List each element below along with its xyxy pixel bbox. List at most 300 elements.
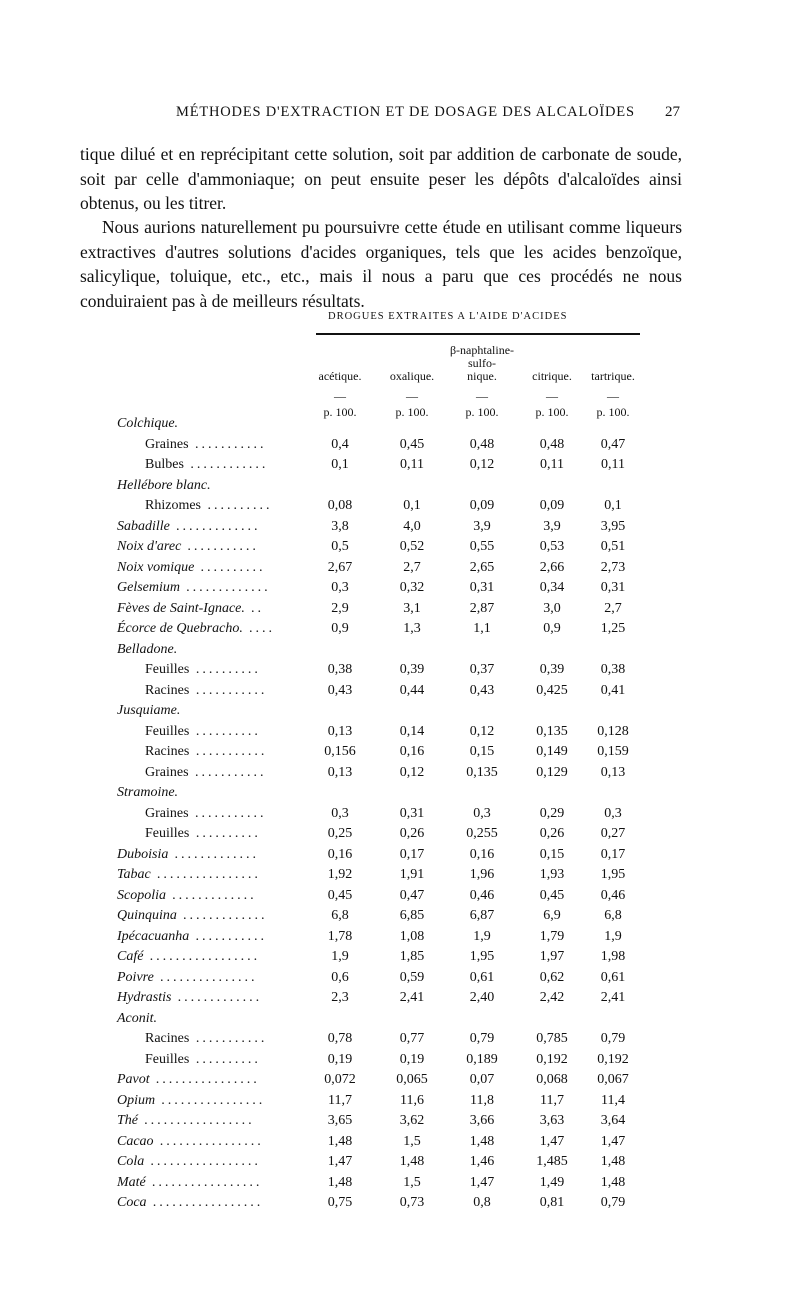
column-unit: p. 100. <box>395 405 429 419</box>
column-header-line: acétique. <box>318 369 362 383</box>
row-label: Colchique. <box>117 416 179 431</box>
row-label: Bulbes ............ <box>145 457 269 472</box>
table-cell: 0,11 <box>601 457 625 472</box>
table-cell: 0,13 <box>327 764 353 780</box>
table-cell: 1,85 <box>399 949 425 964</box>
table-cell: 0,73 <box>399 1195 425 1210</box>
table-cell: 0,5 <box>331 539 349 554</box>
table-cell: 0,31 <box>600 580 626 595</box>
table-cell: 1,96 <box>469 867 495 882</box>
table-cell: 1,08 <box>399 928 425 944</box>
table-cell: 0,1 <box>403 498 421 513</box>
table-row <box>0 1031 800 1052</box>
leader-dots: ............. <box>176 908 268 923</box>
table-cell: 2,67 <box>327 559 353 575</box>
table-cell: 2,3 <box>331 990 349 1005</box>
table-cell: 0,156 <box>324 744 356 759</box>
table-cell: 6,85 <box>399 908 425 923</box>
table-cell: 0,3 <box>473 805 491 821</box>
table-cell: 0,62 <box>539 969 565 985</box>
table-cell: 2,7 <box>403 559 421 575</box>
leader-dots: ................. <box>143 949 261 964</box>
table-cell: 0,38 <box>600 662 626 677</box>
column-dash: — <box>607 389 619 403</box>
table-cell: 0,41 <box>600 682 626 698</box>
table-cell: 0,59 <box>399 969 425 985</box>
table-cell: 0,27 <box>600 826 626 841</box>
table-row <box>0 498 800 519</box>
table-row <box>0 1154 800 1175</box>
row-label: Quinquina ............. <box>117 908 268 923</box>
table-cell: 2,7 <box>604 600 622 616</box>
table-cell: 0,135 <box>536 723 568 739</box>
table-cell: 0,9 <box>331 621 349 636</box>
column-unit: p. 100. <box>596 405 630 419</box>
table-row <box>0 1072 800 1093</box>
row-label: Racines ........... <box>145 744 268 759</box>
table-cell: 1,48 <box>600 1174 626 1190</box>
table-cell: 1,5 <box>403 1174 421 1190</box>
table-cell: 1,48 <box>327 1133 353 1149</box>
leader-dots: ........... <box>181 539 260 554</box>
table-row <box>0 621 800 642</box>
table-cell: 11,7 <box>328 1092 352 1108</box>
row-label: Pavot ................ <box>117 1072 261 1087</box>
table-cell: 0,39 <box>399 662 425 677</box>
table-cell: 1,48 <box>399 1154 425 1169</box>
table-row <box>0 847 800 868</box>
table-title: DROGUES EXTRAITES A L'AIDE D'ACIDES <box>328 311 568 322</box>
table-row <box>0 785 800 806</box>
column-dash: — <box>546 389 558 403</box>
table-cell: 0,14 <box>399 723 425 739</box>
table-row <box>0 970 800 991</box>
table-cell: 0,29 <box>539 805 565 821</box>
table-cell: 6,9 <box>543 908 561 923</box>
table-row <box>0 990 800 1011</box>
leader-dots: .......... <box>194 559 266 575</box>
table-row <box>0 949 800 970</box>
table-row <box>0 662 800 683</box>
table-cell: 1,47 <box>327 1154 353 1169</box>
table-cell: 11,8 <box>470 1092 494 1108</box>
row-label: Belladone. <box>117 641 178 657</box>
table-cell: 1,91 <box>399 867 425 882</box>
column-header <box>573 370 653 383</box>
table-cell: 0,07 <box>469 1072 495 1087</box>
table-cell: 0,26 <box>399 826 425 841</box>
table-cell: 4,0 <box>403 518 421 534</box>
table-row <box>0 457 800 478</box>
table-cell: 3,62 <box>399 1113 425 1128</box>
table-cell: 2,87 <box>469 600 495 616</box>
table-cell: 3,9 <box>473 518 491 534</box>
table-cell: 1,48 <box>327 1174 353 1190</box>
table-cell: 0,79 <box>469 1031 495 1046</box>
table-cell: 3,0 <box>543 600 561 616</box>
table-cell: 0,065 <box>396 1072 428 1087</box>
table-row <box>0 867 800 888</box>
table-cell: 1,5 <box>403 1133 421 1149</box>
leader-dots: ............ <box>183 457 269 472</box>
row-label: Feuilles .......... <box>145 826 261 841</box>
table-cell: 0,255 <box>466 826 498 841</box>
table-cell: 1,95 <box>469 949 495 964</box>
column-unit: p. 100. <box>465 405 499 419</box>
page-number: 27 <box>665 104 680 120</box>
table-cell: 0,067 <box>597 1072 629 1087</box>
leader-dots: ................ <box>149 1072 261 1087</box>
table-cell: 0,135 <box>466 764 498 780</box>
column-header <box>442 344 522 383</box>
row-label: Feuilles .......... <box>145 723 261 739</box>
table-cell: 0,45 <box>327 887 353 903</box>
table-cell: 0,25 <box>327 826 353 841</box>
row-label: Rhizomes .......... <box>145 498 273 513</box>
table-row <box>0 929 800 950</box>
row-label: Duboisia ............. <box>117 846 260 862</box>
table-row <box>0 683 800 704</box>
row-label: Sabadille ............. <box>117 518 261 534</box>
table-cell: 2,42 <box>539 990 565 1005</box>
leader-dots: ................ <box>153 1133 265 1149</box>
leader-dots: ............. <box>169 518 261 534</box>
table-row <box>0 437 800 458</box>
table-cell: 1,48 <box>600 1154 626 1169</box>
table-cell: 0,16 <box>327 846 353 862</box>
leader-dots: ........... <box>189 928 268 944</box>
table-row <box>0 1134 800 1155</box>
leader-dots: .......... <box>189 662 261 677</box>
table-row <box>0 1195 800 1216</box>
row-label: Graines ........... <box>145 805 267 821</box>
column-header <box>300 370 380 383</box>
table-cell: 2,41 <box>600 990 626 1005</box>
table-cell: 2,65 <box>469 559 495 575</box>
table-cell: 1,92 <box>327 867 353 882</box>
table-cell: 0,13 <box>327 723 353 739</box>
column-header <box>372 370 452 383</box>
leader-dots: ............. <box>166 887 257 903</box>
table-cell: 0,11 <box>540 457 564 472</box>
table-cell: 0,3 <box>331 805 349 821</box>
table-cell: 0,38 <box>327 662 353 677</box>
row-label: Maté ................. <box>117 1174 263 1190</box>
table-row <box>0 539 800 560</box>
table-cell: 0,09 <box>539 498 565 513</box>
table-cell: 0,32 <box>399 580 425 595</box>
row-label: Scopolia ............. <box>117 887 257 903</box>
table-cell: 0,44 <box>399 682 425 698</box>
table-cell: 2,66 <box>539 559 565 575</box>
table-row <box>0 1093 800 1114</box>
column-header-line: sulfo- <box>468 356 496 370</box>
table-cell: 0,79 <box>600 1031 626 1046</box>
table-cell: 0,15 <box>539 846 565 862</box>
table-cell: 0,1 <box>604 498 622 513</box>
row-label: Noix d'arec ........... <box>117 539 260 554</box>
table-row <box>0 1011 800 1032</box>
table-cell: 0,48 <box>539 436 565 452</box>
table-row <box>0 478 800 499</box>
table-cell: 0,425 <box>536 682 568 698</box>
table-cell: 0,37 <box>469 662 495 677</box>
table-cell: 1,48 <box>469 1133 495 1149</box>
table-row <box>0 1052 800 1073</box>
row-label: Racines ........... <box>145 1031 268 1046</box>
leader-dots: ................ <box>150 867 262 882</box>
table-cell: 1,93 <box>539 867 565 882</box>
table-cell: 1,49 <box>539 1174 565 1190</box>
table-cell: 0,39 <box>539 662 565 677</box>
table-cell: 0,068 <box>536 1072 568 1087</box>
column-dash: — <box>334 389 346 403</box>
table-cell: 3,9 <box>543 518 561 534</box>
row-label: Cacao ................ <box>117 1133 265 1149</box>
table-cell: 0,34 <box>539 580 565 595</box>
table-cell: 3,66 <box>469 1113 495 1128</box>
table-cell: 1,46 <box>469 1154 495 1169</box>
table-cell: 6,8 <box>331 908 349 923</box>
leader-dots: ........... <box>189 682 268 698</box>
table-cell: 0,45 <box>399 436 425 452</box>
row-label: Coca ................. <box>117 1195 264 1210</box>
leader-dots: ........... <box>188 805 267 821</box>
row-label: Jusquiame. <box>117 703 181 718</box>
table-cell: 0,43 <box>327 682 353 698</box>
table-cell: 1,47 <box>539 1133 565 1149</box>
table-cell: 0,17 <box>399 846 425 862</box>
leader-dots: .... <box>242 621 276 636</box>
column-dash: — <box>476 389 488 403</box>
leader-dots: ........... <box>189 1031 268 1046</box>
table-cell: 0,129 <box>536 764 568 780</box>
table-row <box>0 560 800 581</box>
table-cell: 0,13 <box>600 764 626 780</box>
table-cell: 0,3 <box>604 805 622 821</box>
table-cell: 0,46 <box>600 887 626 903</box>
table-cell: 11,7 <box>540 1092 564 1108</box>
table-cell: 0,19 <box>399 1051 425 1067</box>
leader-dots: ................. <box>145 1174 263 1190</box>
table-cell: 1,98 <box>600 949 626 964</box>
table-cell: 0,9 <box>543 621 561 636</box>
row-label: Stramoine. <box>117 785 179 800</box>
table-cell: 1,95 <box>600 867 626 882</box>
table-row <box>0 744 800 765</box>
table-cell: 0,53 <box>539 539 565 554</box>
row-label: Tabac ................ <box>117 867 262 882</box>
table-cell: 3,65 <box>327 1113 353 1128</box>
table-cell: 2,41 <box>399 990 425 1005</box>
table-row <box>0 416 800 437</box>
table-cell: 0,192 <box>536 1051 568 1067</box>
column-header-line: β-naphtaline- <box>449 343 515 357</box>
table-cell: 3,95 <box>600 518 626 534</box>
table-cell: 0,31 <box>469 580 495 595</box>
page-header <box>80 104 680 128</box>
table-cell: 1,78 <box>327 928 353 944</box>
table-cell: 0,128 <box>597 723 629 739</box>
table-cell: 0,16 <box>399 744 425 759</box>
table-cell: 2,40 <box>469 990 495 1005</box>
leader-dots: ........... <box>189 744 268 759</box>
table-cell: 0,78 <box>327 1031 353 1046</box>
table-cell: 0,52 <box>399 539 425 554</box>
row-label: Thé ................. <box>117 1113 255 1128</box>
row-label: Feuilles .......... <box>145 1051 261 1067</box>
table-cell: 2,73 <box>600 559 626 575</box>
table-row <box>0 806 800 827</box>
table-row <box>0 703 800 724</box>
leader-dots: .......... <box>189 1051 261 1067</box>
row-label: Feuilles .......... <box>145 662 261 677</box>
table-row <box>0 642 800 663</box>
table-cell: 0,1 <box>331 457 349 472</box>
table-row <box>0 888 800 909</box>
table-cell: 0,785 <box>536 1031 568 1046</box>
table-cell: 0,17 <box>600 846 626 862</box>
table-cell: 0,43 <box>469 682 495 698</box>
table-rule <box>316 333 640 335</box>
table-cell: 0,072 <box>324 1072 356 1087</box>
leader-dots: .. <box>244 600 265 616</box>
column-header-line: citrique. <box>532 369 572 383</box>
paragraph-2: Nous aurions naturellement pu poursuivre cette étude en utilisant comme liqueurs extractives d'autres solutions d'acides organiques, tels que les acides benzoïque, salicylique, toluique, etc., etc., mais il nous a paru que ces procédés ne nous conduiraient pas à de meilleurs résultats. <box>80 217 682 311</box>
leader-dots: ........... <box>188 764 267 780</box>
table-cell: 0,159 <box>597 744 629 759</box>
leader-dots: .......... <box>189 723 261 739</box>
table-cell: 1,79 <box>539 928 565 944</box>
table-cell: 0,77 <box>399 1031 425 1046</box>
table-cell: 1,1 <box>473 621 491 636</box>
row-label: Noix vomique .......... <box>117 559 266 575</box>
table-cell: 0,61 <box>600 969 626 985</box>
paragraph-1: tique dilué et en reprécipitant cette solution, soit par addition de carbonate de soude, soit par celle d'ammoniaque; on peut ensuite peser les dépôts d'alcaloïdes ainsi obtenus, ou les titrer. <box>80 144 682 213</box>
row-label: Aconit. <box>117 1010 158 1026</box>
table-cell: 1,9 <box>473 928 491 944</box>
table-cell: 1,25 <box>600 621 626 636</box>
table-cell: 3,63 <box>539 1113 565 1128</box>
table-cell: 0,79 <box>600 1195 626 1210</box>
leader-dots: ................. <box>138 1113 255 1128</box>
table-cell: 0,19 <box>327 1051 353 1067</box>
table-cell: 1,3 <box>403 621 421 636</box>
row-label: Hydrastis ............. <box>117 990 263 1005</box>
table-cell: 0,189 <box>466 1051 498 1067</box>
row-label: Racines ........... <box>145 682 268 698</box>
leader-dots: ............... <box>153 969 258 985</box>
leader-dots: ............. <box>168 846 260 862</box>
row-label: Opium ................ <box>117 1092 266 1108</box>
table-row <box>0 765 800 786</box>
table-cell: 0,6 <box>331 969 349 985</box>
row-label: Cola ................. <box>117 1154 262 1169</box>
table-row <box>0 1113 800 1134</box>
column-dash: — <box>406 389 418 403</box>
row-label: Hellébore blanc. <box>117 477 211 493</box>
leader-dots: ........... <box>188 436 267 452</box>
row-label: Poivre ............... <box>117 969 258 985</box>
table-cell: 1,97 <box>539 949 565 964</box>
table-cell: 6,87 <box>469 908 495 923</box>
table-cell: 0,16 <box>469 846 495 862</box>
leader-dots: .......... <box>189 826 261 841</box>
leader-dots: ............. <box>171 990 263 1005</box>
column-unit: p. 100. <box>323 405 357 419</box>
table-cell: 2,9 <box>331 600 349 616</box>
table-cell: 3,8 <box>331 518 349 534</box>
leader-dots: ................ <box>155 1092 266 1108</box>
leader-dots: ................. <box>144 1154 262 1169</box>
table-cell: 0,15 <box>469 744 495 759</box>
column-unit: p. 100. <box>535 405 569 419</box>
table-cell: 3,1 <box>403 600 421 616</box>
table-cell: 11,4 <box>601 1092 625 1108</box>
table-row <box>0 601 800 622</box>
table-cell: 0,55 <box>469 539 495 554</box>
column-header-line: oxalique. <box>389 369 435 383</box>
table-cell: 0,3 <box>331 580 349 595</box>
table-cell: 11,6 <box>400 1092 424 1108</box>
table-cell: 6,8 <box>604 908 622 923</box>
table-cell: 0,61 <box>469 969 495 985</box>
table-row <box>0 908 800 929</box>
table-cell: 0,4 <box>331 436 349 452</box>
table-cell: 0,11 <box>400 457 424 472</box>
table-cell: 0,12 <box>469 723 495 739</box>
table-cell: 0,149 <box>536 744 568 759</box>
table-cell: 1,485 <box>536 1154 568 1169</box>
table-cell: 0,45 <box>539 887 565 903</box>
table-cell: 0,48 <box>469 436 495 452</box>
table-cell: 1,47 <box>600 1133 626 1149</box>
table-cell: 0,192 <box>597 1051 629 1067</box>
table-cell: 0,08 <box>327 498 353 513</box>
table-cell: 0,12 <box>469 457 495 472</box>
table-cell: 0,75 <box>327 1195 353 1210</box>
table-row <box>0 826 800 847</box>
table-cell: 0,8 <box>473 1195 491 1210</box>
table-row <box>0 724 800 745</box>
row-label: Graines ........... <box>145 764 267 780</box>
table-cell: 3,64 <box>600 1113 626 1128</box>
leader-dots: .......... <box>201 498 273 513</box>
table-cell: 1,9 <box>604 928 622 944</box>
table-row <box>0 1175 800 1196</box>
column-header-line: nique. <box>467 369 497 383</box>
running-title: MÉTHODES D'EXTRACTION ET DE DOSAGE DES ALCALOÏDES <box>176 104 635 120</box>
row-label: Écorce de Quebracho. .... <box>117 621 276 636</box>
table-cell: 0,51 <box>600 539 626 554</box>
table-cell: 0,09 <box>469 498 495 513</box>
table-cell: 1,47 <box>469 1174 495 1190</box>
table-cell: 0,47 <box>600 436 626 452</box>
table-cell: 0,26 <box>539 826 565 841</box>
row-label: Gelsemium ............. <box>117 580 271 595</box>
row-label: Graines ........... <box>145 436 267 452</box>
table-cell: 0,12 <box>399 764 425 780</box>
leader-dots: ............. <box>180 580 271 595</box>
table-cell: 0,81 <box>539 1195 565 1210</box>
table-cell: 0,47 <box>399 887 425 903</box>
table-row <box>0 519 800 540</box>
column-header-line: tartrique. <box>591 369 635 383</box>
row-label: Fèves de Saint-Ignace. .. <box>117 600 265 616</box>
leader-dots: ................. <box>146 1195 264 1210</box>
table-cell: 0,46 <box>469 887 495 903</box>
row-label: Ipécacuanha ........... <box>117 928 268 944</box>
